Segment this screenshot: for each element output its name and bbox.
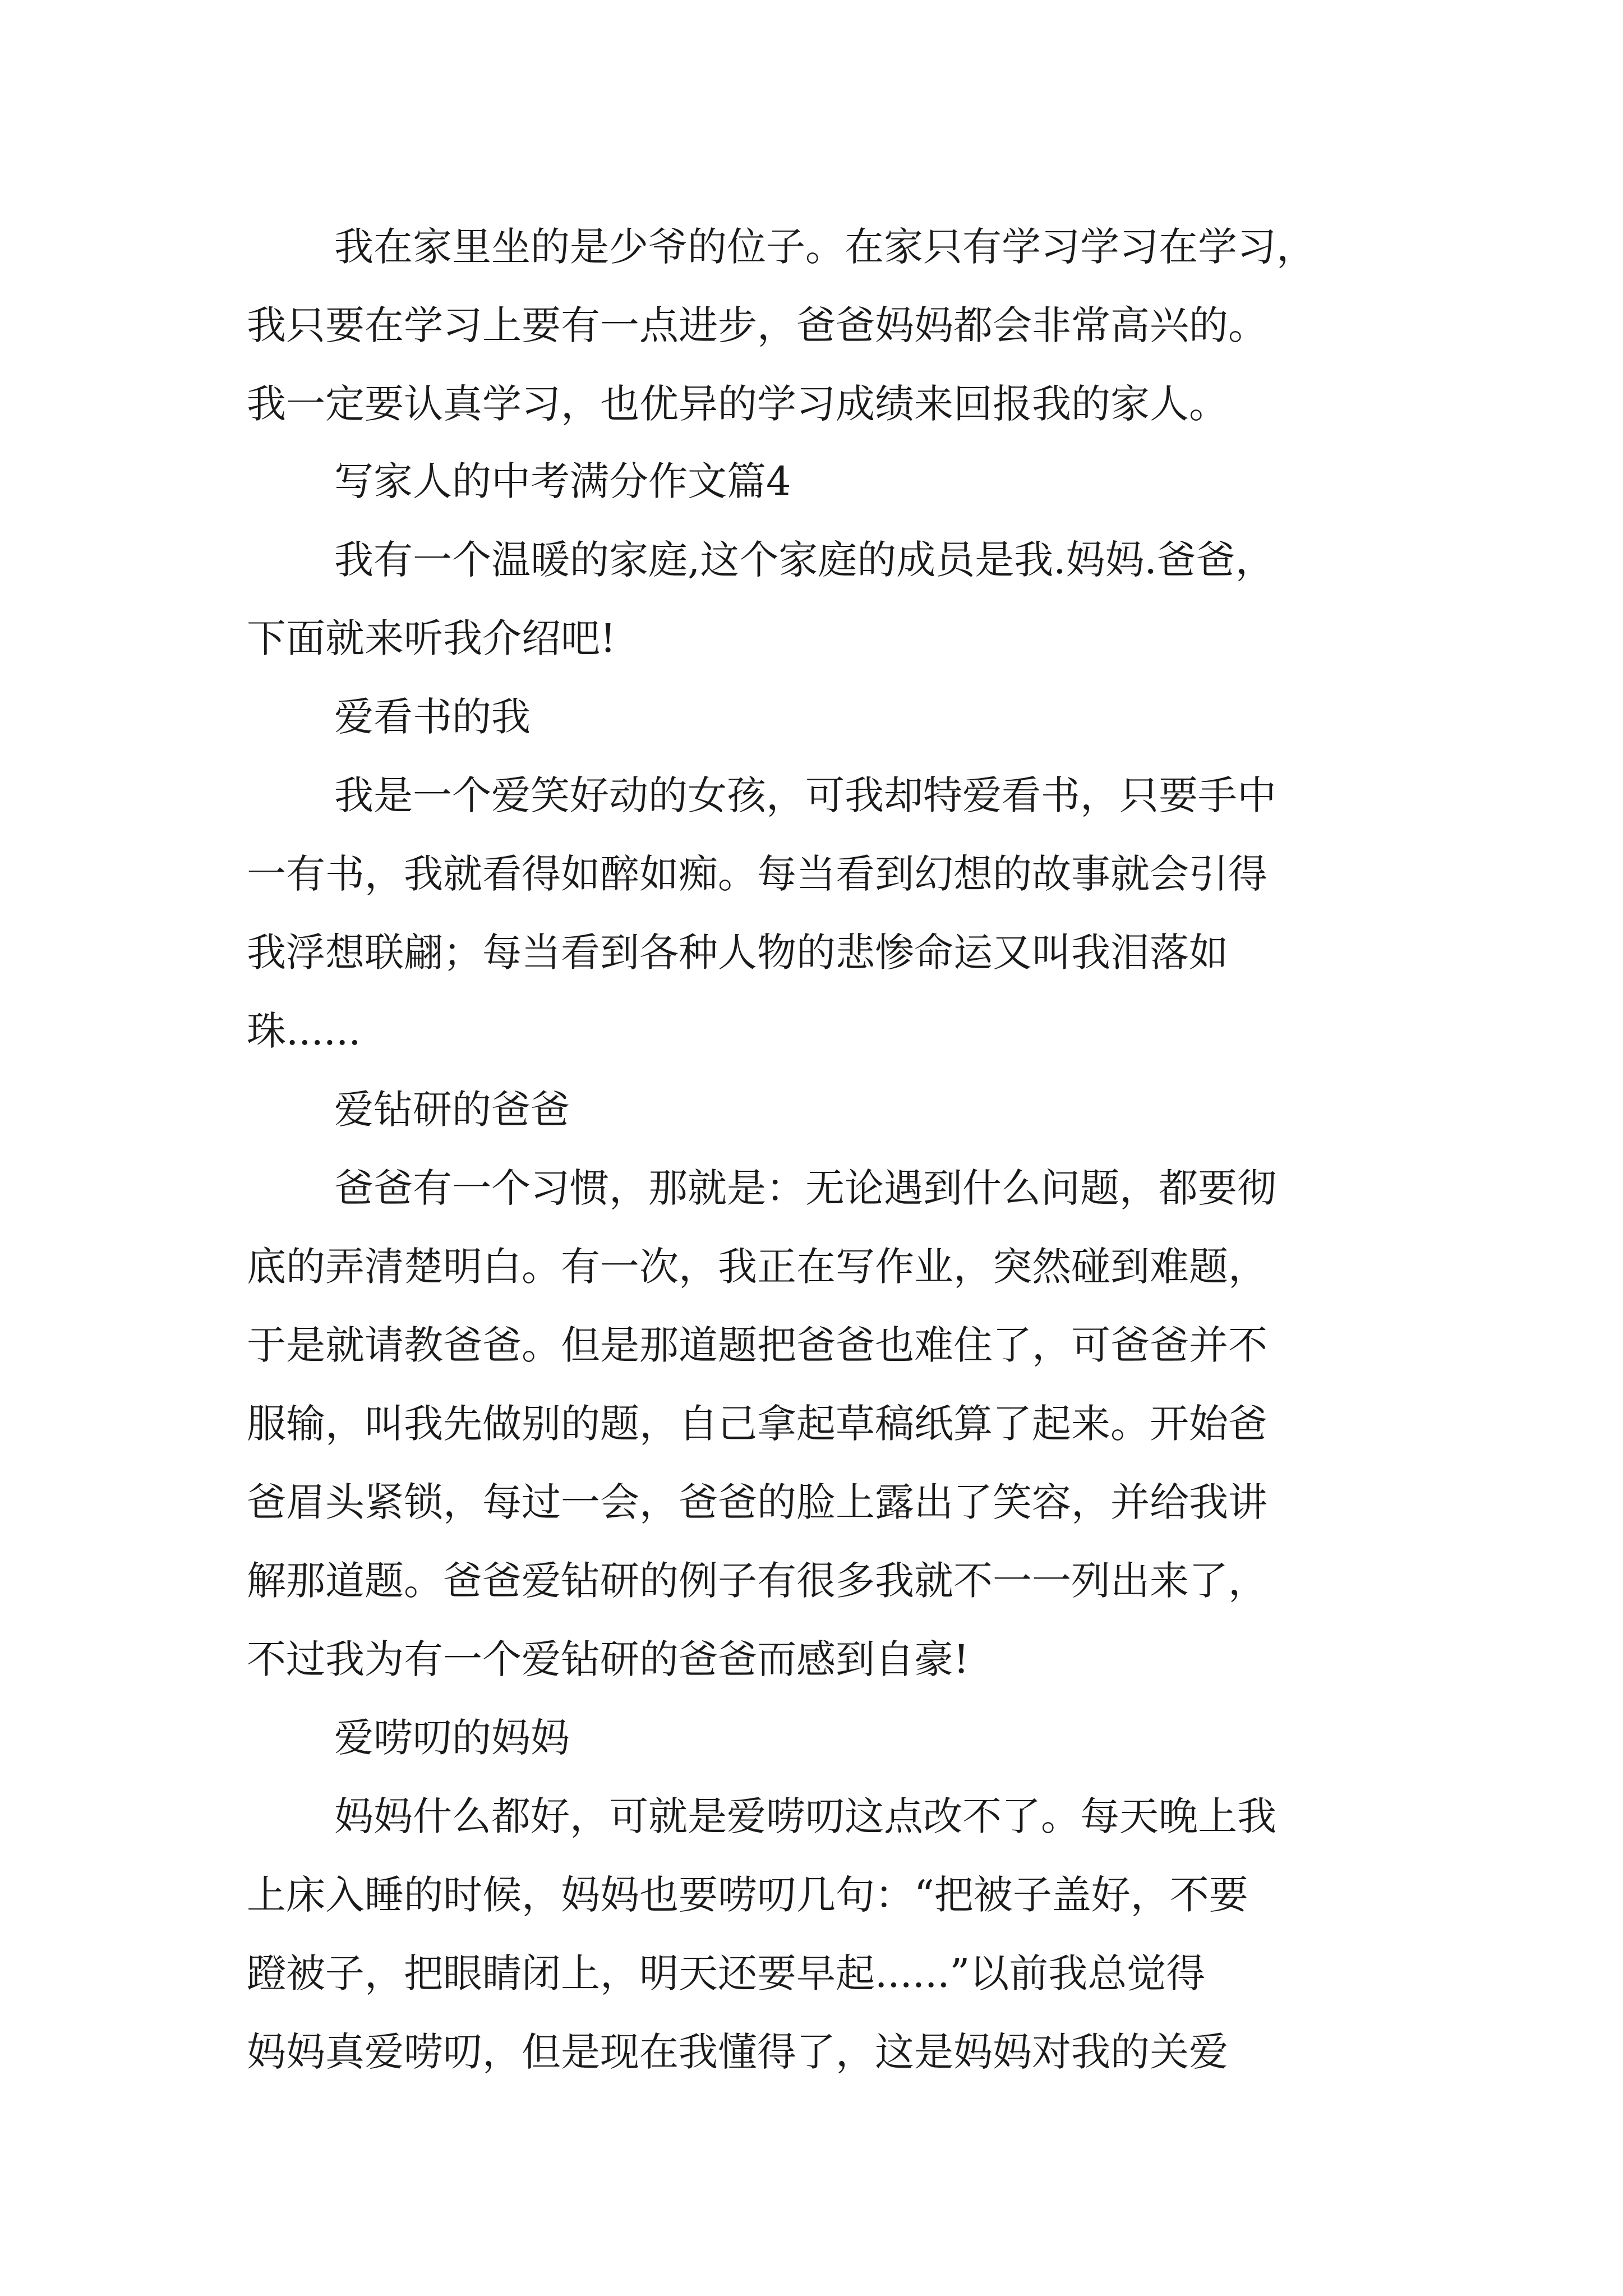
subheading: 爱唠叨的妈妈 xyxy=(334,1715,570,1761)
paragraph-line: 底的弄清楚明白。有一次，我正在写作业，突然碰到难题， xyxy=(247,1244,1267,1290)
paragraph-line: 我是一个爱笑好动的女孩，可我却特爱看书，只要手中 xyxy=(334,772,1276,818)
paragraph-line: 妈妈真爱唠叨，但是现在我懂得了，这是妈妈对我的关爱 xyxy=(247,2029,1228,2075)
paragraph-line: 我一定要认真学习，也优异的学习成绩来回报我的家人。 xyxy=(247,381,1228,427)
paragraph-line: 我浮想联翩；每当看到各种人物的悲惨命运又叫我泪落如 xyxy=(247,930,1228,976)
paragraph-line: 我有一个温暖的家庭,这个家庭的成员是我.妈妈.爸爸， xyxy=(334,537,1275,583)
paragraph-line: 一有书，我就看得如醉如痴。每当看到幻想的故事就会引得 xyxy=(247,851,1267,897)
paragraph-line: 爸眉头紧锁，每过一会，爸爸的脸上露出了笑容，并给我讲 xyxy=(247,1479,1267,1525)
subheading: 爱钻研的爸爸 xyxy=(334,1087,570,1133)
paragraph-line: 上床入睡的时候，妈妈也要唠叨几句：“把被子盖好，不要 xyxy=(247,1872,1248,1918)
paragraph-line: 服输，叫我先做别的题，自己拿起草稿纸算了起来。开始爸 xyxy=(247,1401,1267,1447)
paragraph-line: 蹬被子，把眼睛闭上，明天还要早起......”以前我总觉得 xyxy=(247,1950,1206,1996)
paragraph-line: 我在家里坐的是少爷的位子。在家只有学习学习在学习， xyxy=(334,224,1316,270)
paragraph-line: 解那道题。爸爸爱钻研的例子有很多我就不一一列出来了， xyxy=(247,1558,1267,1604)
section-heading: 写家人的中考满分作文篇4 xyxy=(334,458,791,504)
paragraph-line: 妈妈什么都好，可就是爱唠叨这点改不了。每天晚上我 xyxy=(334,1793,1276,1839)
paragraph-line: 不过我为有一个爱钻研的爸爸而感到自豪! xyxy=(247,1636,970,1682)
paragraph-line: 下面就来听我介绍吧! xyxy=(247,615,616,661)
paragraph-line: 于是就请教爸爸。但是那道题把爸爸也难住了，可爸爸并不 xyxy=(247,1322,1267,1368)
paragraph-line: 我只要在学习上要有一点进步，爸爸妈妈都会非常高兴的。 xyxy=(247,302,1267,348)
paragraph-line: 爸爸有一个习惯，那就是：无论遇到什么问题，都要彻 xyxy=(334,1165,1276,1211)
subheading: 爱看书的我 xyxy=(334,694,531,740)
paragraph-line: 珠...... xyxy=(247,1008,361,1054)
